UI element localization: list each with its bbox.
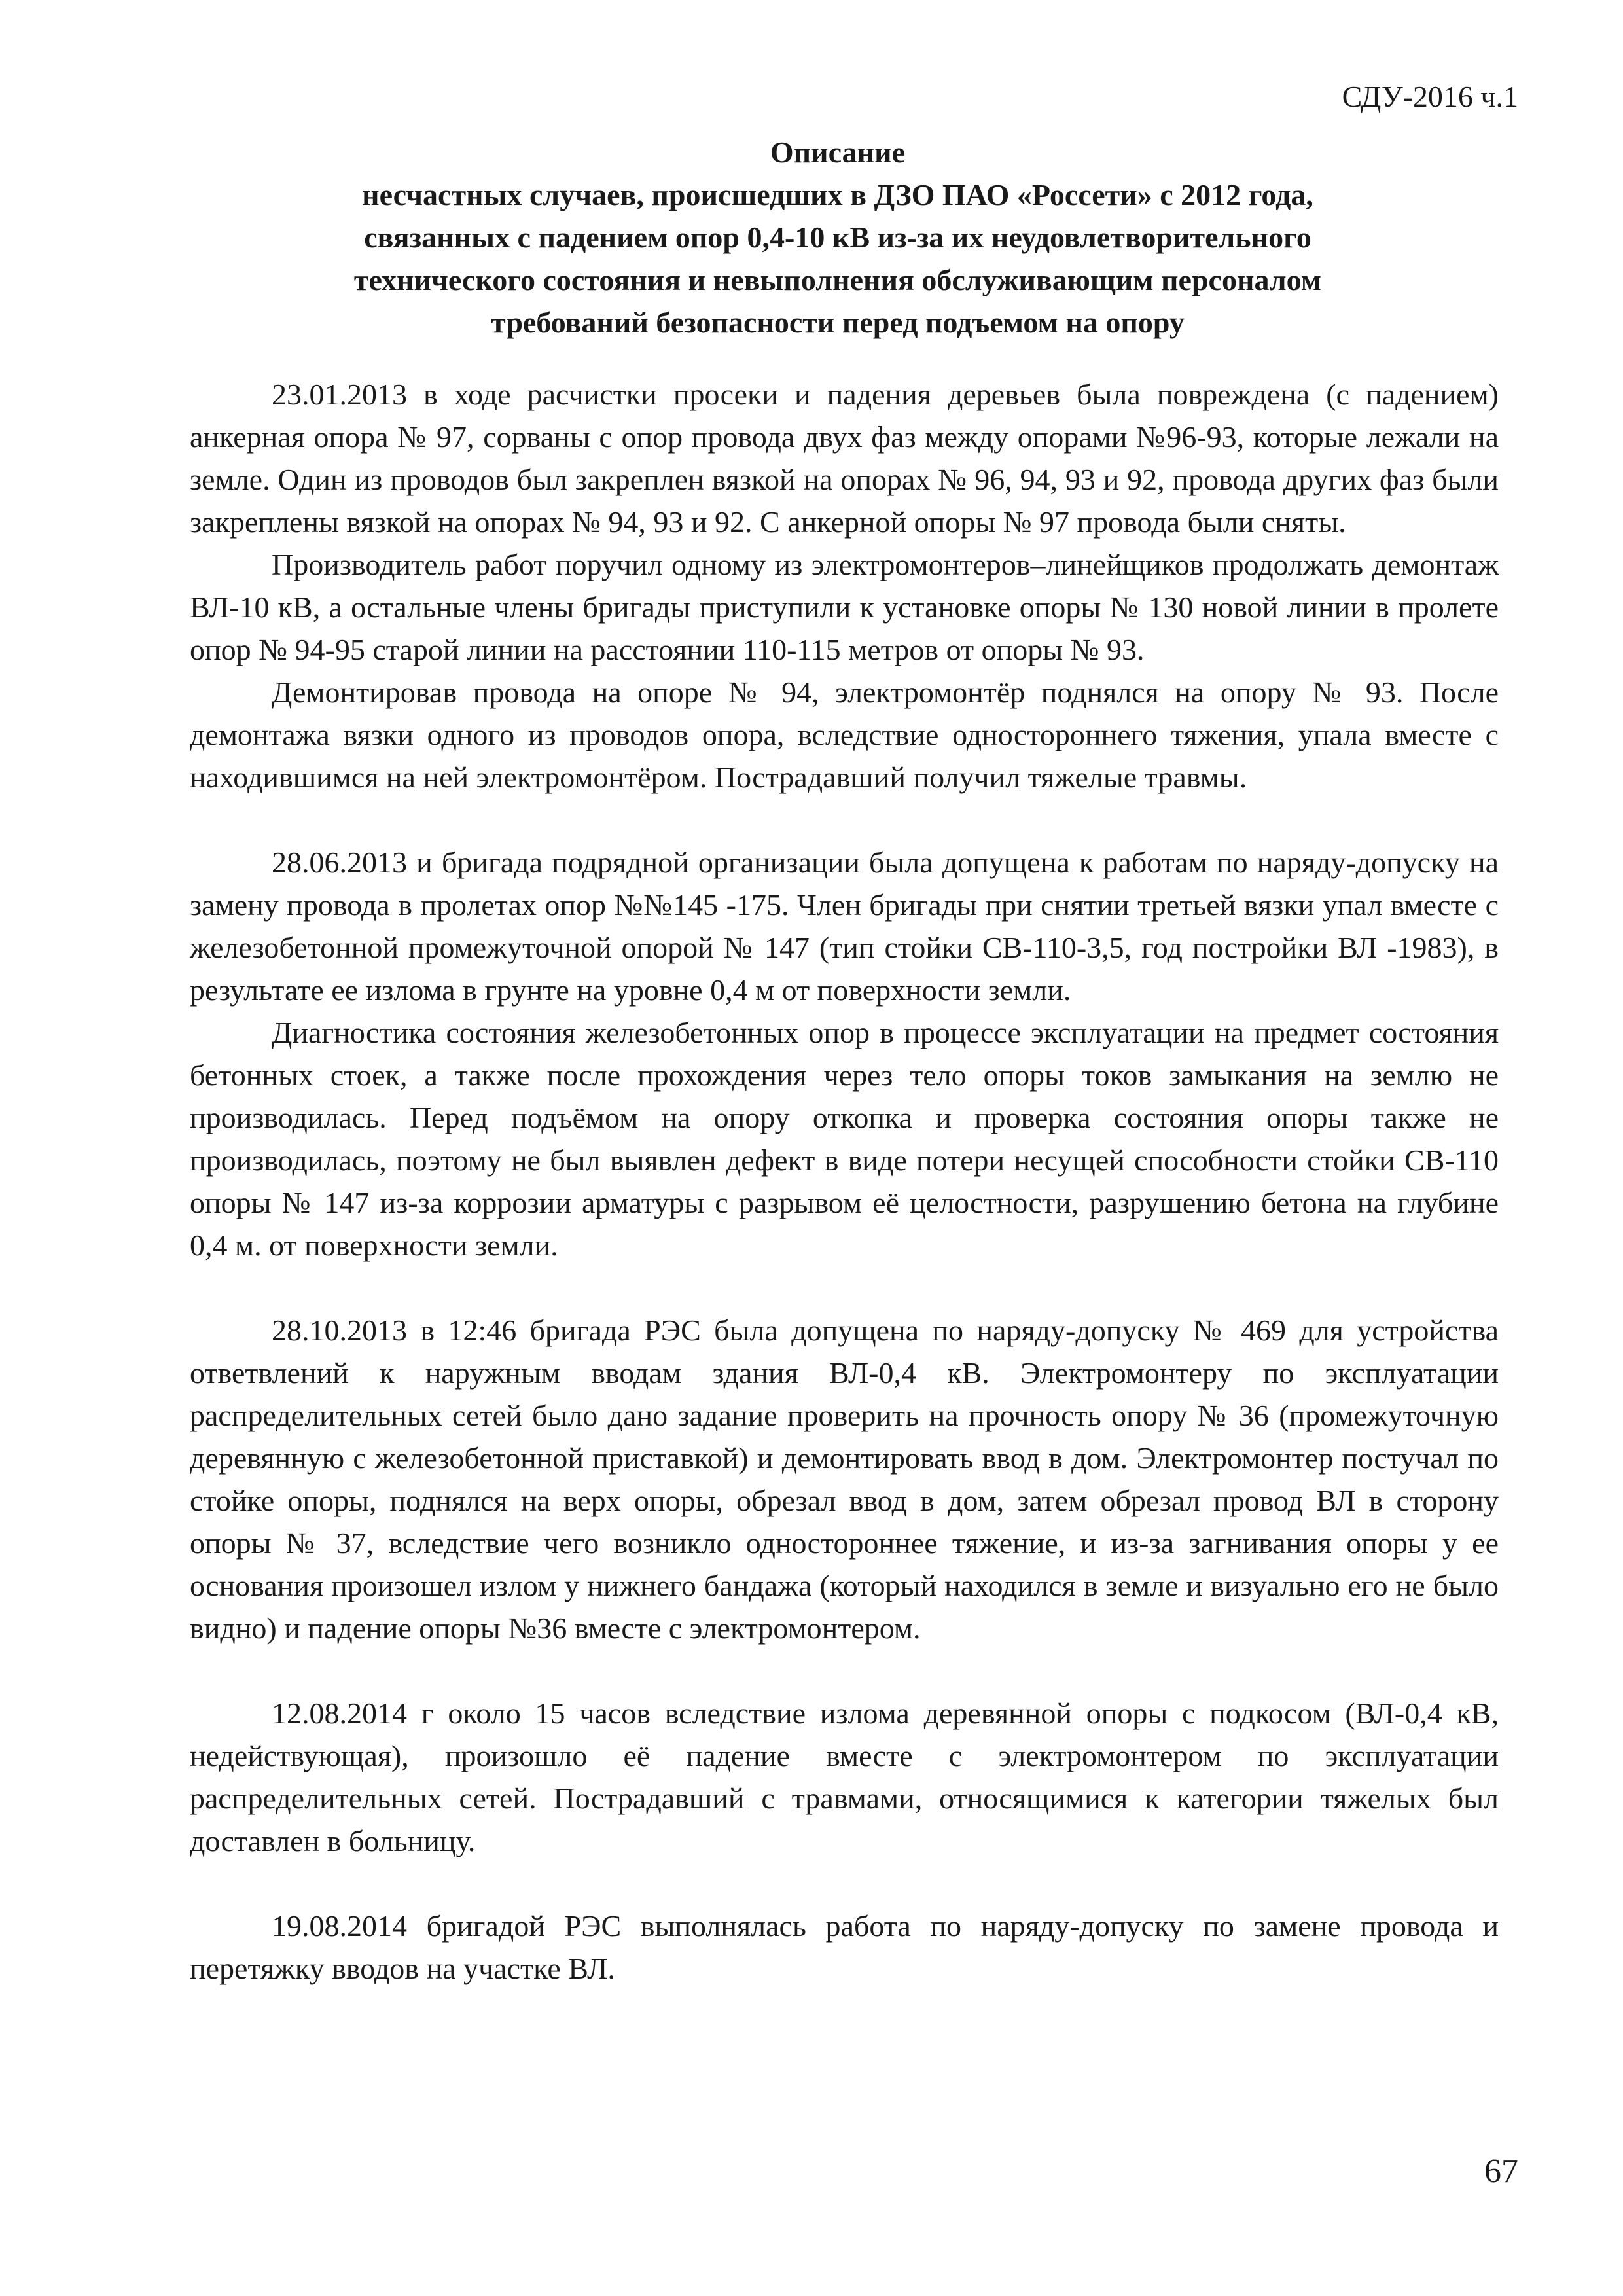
paragraph: 28.06.2013 и бригада подрядной организации была допущена к работам по наряду-допуску на замену провода в пролетах опор №№145 -175. Член бригады при снятии третьей вязки упал вместе с железобетонной промежуточной опорой № 147 (тип стойки СВ-110-3,5, год постройки ВЛ -1983), в результате ее излома в грунте на уровне 0,4 м от поверхности земли. <box>190 846 1499 1007</box>
paragraph: Производитель работ поручил одному из электромонтеров–линейщиков продолжать демонтаж ВЛ-10 кВ, а остальные члены бригады приступили к установке опоры № 130 новой линии в пролете опор № 94-95 старой линии на расстоянии 110-115 метров от опоры № 93. <box>190 548 1499 666</box>
document-code: СДУ-2016 ч.1 <box>1342 80 1518 113</box>
paragraph: 23.01.2013 в ходе расчистки просеки и падения деревьев была повреждена (с падением) анкерная опора № 97, сорваны с опор провода двух фаз между опорами №96-93, которые лежали на земле. Один из проводов был закреплен вязкой на опорах № 96, 94, 93 и 92, провода других фаз были закреплены вязкой на опорах № 94, 93 и 92. С анкерной опоры № 97 провода были сняты. <box>190 378 1499 539</box>
document-title <box>190 131 1486 344</box>
title-line: требований безопасности перед подъемом на опору <box>491 306 1185 339</box>
title-line: технического состояния и невыполнения обслуживающим персоналом <box>353 263 1322 296</box>
paragraph: 28.10.2013 в 12:46 бригада РЭС была допущена по наряду-допуску № 469 для устройства ответвлений к наружным вводам здания ВЛ-0,4 кВ. Электромонтеру по эксплуатации распределительных сетей было дано задание проверить на прочность опору № 36 (промежуточную деревянную с железобетонной приставкой) и демонтировать ввод в дом. Электромонтер постучал по стойке опоры, поднялся на верх опоры, обрезал ввод в дом, затем обрезал провод ВЛ в сторону опоры № 37, вследствие чего возникло одностороннее тяжение, и из-за загнивания опоры у ее основания произошел излом у нижнего бандажа (который находился в земле и визуально его не было видно) и падение опоры №36 вместе с электромонтером. <box>190 1314 1499 1645</box>
title-line: связанных с падением опор 0,4-10 кВ из-за их неудовлетворительного <box>364 221 1311 254</box>
title-line: Описание <box>770 135 906 169</box>
paragraph: Демонтировав провода на опоре № 94, электромонтёр поднялся на опору № 93. После демонтажа вязки одного из проводов опора, вследствие одностороннего тяжения, упала вместе с находившимся на ней электромонтёром. Пострадавший получил тяжелые травмы. <box>190 675 1499 794</box>
page-number: 67 <box>1484 2153 1518 2190</box>
paragraph: 12.08.2014 г около 15 часов вследствие излома деревянной опоры с подкосом (ВЛ-0,4 кВ, недействующая), произошло её падение вместе с электромонтером по эксплуатации распределительных сетей. Пострадавший с травмами, относящимися к категории тяжелых был доставлен в больницу. <box>190 1696 1499 1857</box>
paragraph: Диагностика состояния железобетонных опор в процессе эксплуатации на предмет состояния бетонных стоек, а также после прохождения через тело опоры токов замыкания на землю не производилась. Перед подъёмом на опору откопка и проверка состояния опоры также не производилась, поэтому не был выявлен дефект в виде потери несущей способности стойки СВ-110 опоры № 147 из-за коррозии арматуры с разрывом её целостности, разрушению бетона на глубине 0,4 м. от поверхности земли. <box>190 1016 1499 1262</box>
title-line: несчастных случаев, происшедших в ДЗО ПАО «Россети» с 2012 года, <box>362 178 1313 211</box>
paragraph: 19.08.2014 бригадой РЭС выполнялась работа по наряду-допуску по замене провода и перетяжку вводов на участке ВЛ. <box>190 1909 1499 1985</box>
document-body <box>190 373 1499 1990</box>
